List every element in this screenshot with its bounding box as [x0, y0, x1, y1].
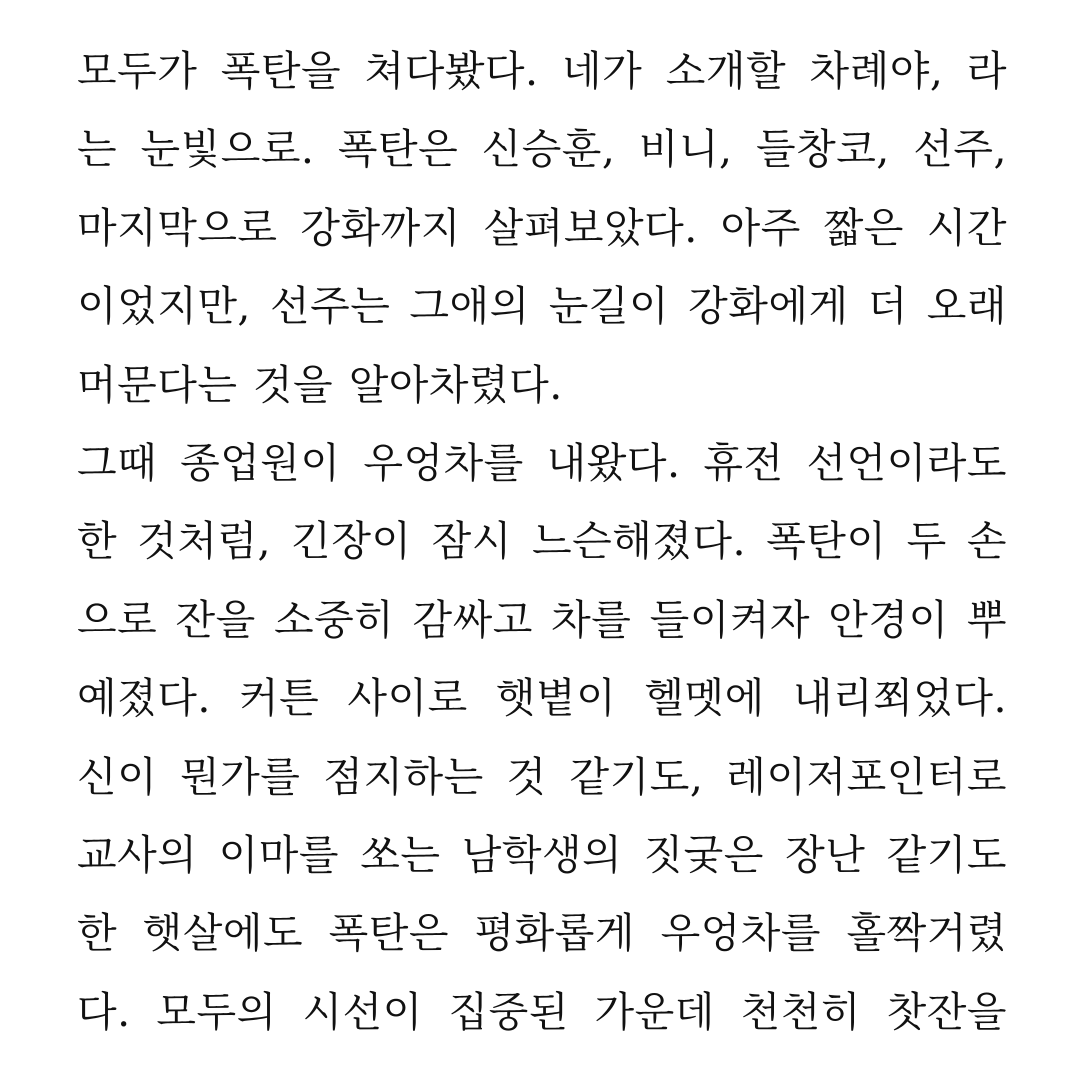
text-line: 신이 뭔가를 점지하는 것 같기도, 레이저포인터로 [77, 752, 1007, 801]
text-line: 으로 잔을 소중히 감싸고 차를 들이켜자 안경이 뿌 [77, 595, 1007, 644]
text-line: 마지막으로 강화까지 살펴보았다. 아주 짧은 시간 [77, 203, 1007, 252]
text-line: 예졌다. 커튼 사이로 햇볕이 헬멧에 내리쬐었다. [77, 674, 1007, 723]
text-line: 모두가 폭탄을 쳐다봤다. 네가 소개할 차례야, 라 [77, 47, 1007, 95]
text-line: 한 햇살에도 폭탄은 평화롭게 우엉차를 홀짝거렸 [77, 909, 1007, 958]
text-line: 한 것처럼, 긴장이 잠시 느슨해졌다. 폭탄이 두 손 [77, 517, 1007, 566]
text-line: 이었지만, 선주는 그애의 눈길이 강화에게 더 오래 [77, 282, 1007, 331]
text-line: 다. 모두의 시선이 집중된 가운데 천천히 찻잔을 [77, 987, 1007, 1036]
text-line: 는 눈빛으로. 폭탄은 신승훈, 비니, 들창코, 선주, [77, 125, 1007, 174]
body-text [77, 42, 1007, 1061]
text-line: 머문다는 것을 알아차렸다. [77, 360, 563, 409]
text-line: 교사의 이마를 쏘는 남학생의 짓궂은 장난 같기도 [77, 830, 1007, 879]
text-line: 그때 종업원이 우엉차를 내왔다. 휴전 선언이라도 [77, 438, 1007, 487]
